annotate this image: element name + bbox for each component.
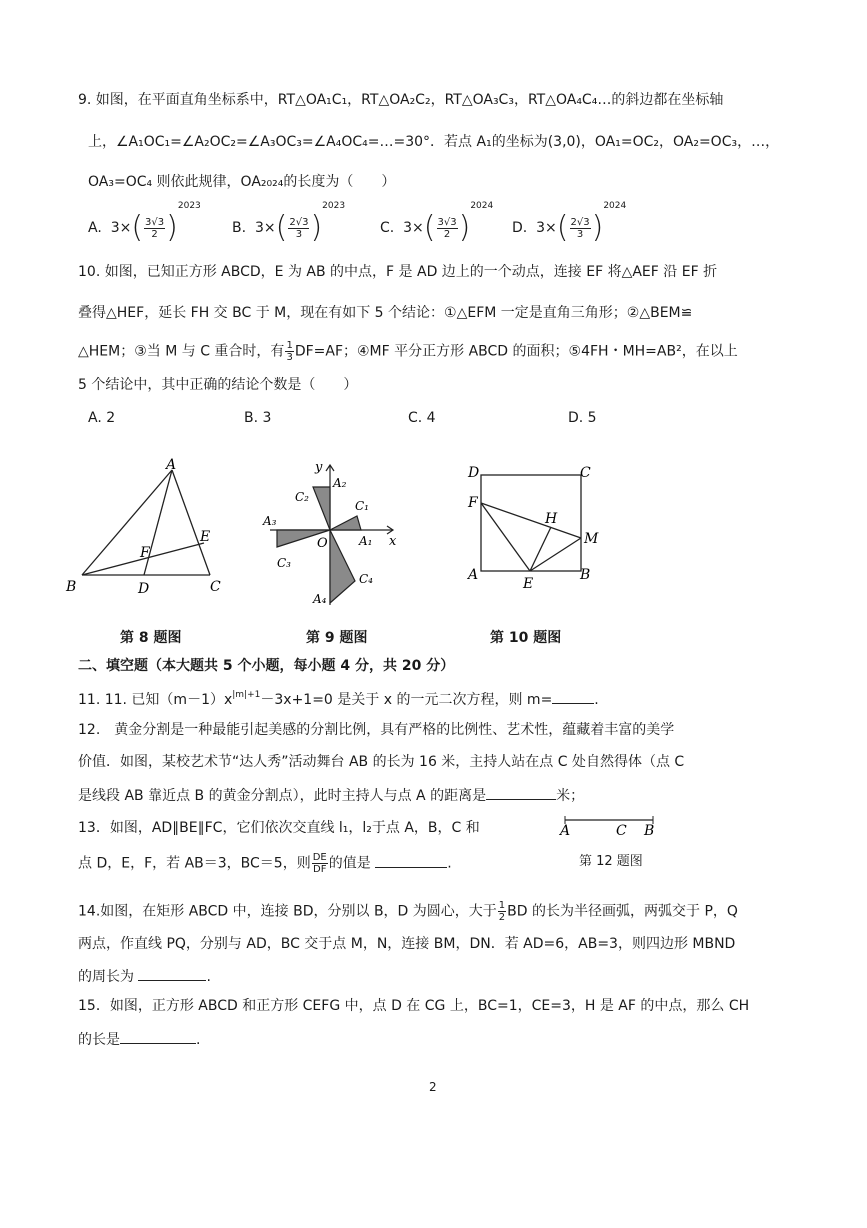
q12-line2: 价值．如图，某校艺术节“达人秀”活动舞台 AB 的长为 16 米，主持人站在点 C 处自然得体（点 C <box>78 754 685 770</box>
fig10-label-h: H <box>545 511 558 527</box>
q13-line2-text: 点 D，E，F，若 AB＝3，BC＝5，则 <box>78 855 311 872</box>
q13-line2 <box>78 852 452 875</box>
q11-text-part2: －3x+1=0 是关于 x 的一元二次方程，则 m= <box>260 692 553 708</box>
q13-line2-text2: 的值是 <box>328 855 371 872</box>
frac-den: 2 <box>443 228 451 240</box>
figure-10 <box>455 455 605 600</box>
frac-num: 3√3 <box>145 216 165 228</box>
q15-answer-blank[interactable] <box>120 1029 196 1044</box>
option-exponent: 2023 <box>322 201 346 211</box>
q10-option-d: D. 5 <box>568 410 597 426</box>
frac-den: 3 <box>576 228 584 240</box>
option-label: A. <box>88 220 102 236</box>
fig10-label-a: A <box>468 567 479 583</box>
frac-den: 2 <box>498 912 506 923</box>
frac-num: 1 <box>498 900 506 911</box>
figure-8 <box>60 455 235 600</box>
frac-num: 1 <box>286 340 293 351</box>
fig12-label-c: C <box>616 823 627 838</box>
q11-answer-blank[interactable] <box>552 689 594 704</box>
q14-line1-text: 14.如图，在矩形 ABCD 中，连接 BD，分别以 B，D 为圆心，大于 <box>78 903 497 920</box>
fig9-label-c3: C₃ <box>277 556 291 570</box>
fig9-label-a1: A₁ <box>359 534 373 548</box>
frac-den: 3 <box>286 352 293 363</box>
q11 <box>78 689 599 710</box>
q12-line3-end: 米； <box>556 788 585 804</box>
option-label: B. <box>232 220 247 236</box>
q10-line3 <box>78 340 738 363</box>
fig8-label-b: B <box>66 579 77 595</box>
q15-line2-text: 的长是 <box>78 1032 120 1048</box>
fig10-label-b: B <box>580 567 591 583</box>
fig12-label-b: B <box>644 823 655 838</box>
option-label: C. <box>380 220 395 236</box>
figure-9-caption: 第 9 题图 <box>306 630 368 646</box>
frac-num: 2√3 <box>289 216 309 228</box>
option-coef: 3× <box>403 220 424 236</box>
option-exponent: 2023 <box>177 201 201 211</box>
q15-line2 <box>78 1029 200 1050</box>
fig9-label-y: y <box>315 460 323 475</box>
section-2-heading: 二、填空题（本大题共 5 个小题，每小题 4 分，共 20 分） <box>78 658 455 674</box>
q12-answer-blank[interactable] <box>486 785 556 800</box>
q10-line3-part2: DF=AF；④MF 平分正方形 ABCD 的面积；⑤4FH・MH=AB²，在以上 <box>294 343 738 360</box>
fig10-label-e: E <box>523 576 534 592</box>
frac-num: 3√3 <box>437 216 457 228</box>
q9-option-d: D. 3× ( $\frac{2√3}{3}$ ) $^{2024}$ <box>512 201 627 245</box>
q11-text-end: . <box>594 692 599 708</box>
fig10-label-c: C <box>580 465 591 481</box>
fig9-label-a4: A₄ <box>313 592 327 606</box>
option-exponent: 2024 <box>470 201 494 211</box>
q15-line1: 15．如图，正方形 ABCD 和正方形 CEFG 中，点 D 在 CG 上，BC=1，CE=3，H 是 AF 的中点，那么 CH <box>78 998 750 1014</box>
fig12-label-a: A <box>560 823 571 838</box>
frac-den: 3 <box>295 228 303 240</box>
option-coef: 3× <box>110 220 132 236</box>
q9-line2: 上，∠A₁OC₁=∠A₂OC₂=∠A₃OC₃=∠A₄OC₄=…=30°．若点 A₁的坐标为(3,0)，OA₁=OC₂，OA₂=OC₃，…， <box>88 134 780 150</box>
figure-9 <box>255 455 405 615</box>
frac-num: DE <box>312 852 327 863</box>
q10-line2: 叠得△HEF，延长 FH 交 BC 于 M，现在有如下 5 个结论：①△EFM 一定是直角三角形；②△BEM≌ <box>78 305 693 321</box>
q14-line2: 两点，作直线 PQ，分别与 AD，BC 交于点 M，N，连接 BM，DN．若 AD=6，AB=3，则四边形 MBND <box>78 936 736 952</box>
frac-den: DF <box>313 864 327 875</box>
option-coef: 3× <box>536 220 557 236</box>
q12-line3-text: 是线段 AB 靠近点 B 的黄金分割点），此时主持人与点 A 的距离是 <box>78 788 487 804</box>
option-coef: 3× <box>254 220 276 236</box>
q13-line1: 13．如图，AD∥BE∥FC，它们依次交直线 l₁，l₂于点 A，B，C 和 <box>78 820 480 836</box>
q10-option-a: A. 2 <box>88 410 116 426</box>
q11-exponent: |m|+1 <box>232 690 261 700</box>
q14-line3-text: 的周长为 <box>78 969 134 985</box>
figure-10-caption: 第 10 题图 <box>490 630 562 646</box>
q10-line1: 10. 如图，已知正方形 ABCD，E 为 AB 的中点，F 是 AD 边上的一个动点，连接 EF 将△AEF 沿 EF 折 <box>78 264 718 280</box>
q14-line1 <box>78 900 738 923</box>
q9-line1: 9. 如图，在平面直角坐标系中，RT△OA₁C₁，RT△OA₂C₂，RT△OA₃C₃，RT△OA₄C₄…的斜边都在坐标轴 <box>78 92 724 108</box>
fig9-label-c1: C₁ <box>355 499 369 513</box>
fig10-label-d: D <box>468 465 480 481</box>
fig9-label-x: x <box>389 534 397 549</box>
fig10-label-f: F <box>468 495 478 511</box>
q9-option-a: A. 3× ( $\frac{3√3}{2}$ ) $^{2023}$ <box>88 201 201 245</box>
q10-option-b: B. 3 <box>244 410 272 426</box>
option-label: D. <box>512 220 528 236</box>
fig9-label-a2: A₂ <box>333 476 347 490</box>
fig8-label-e: E <box>200 529 211 545</box>
figure-12-caption: 第 12 题图 <box>579 854 643 869</box>
q9-line3: OA₃=OC₄ 则依此规律，OA₂₀₂₄的长度为（ ） <box>88 174 396 190</box>
page-number: 2 <box>429 1080 437 1094</box>
frac-num: 2√3 <box>570 216 590 228</box>
q11-text-part1: 11. 11. 已知（m－1）x <box>78 692 233 708</box>
fig8-label-f: F <box>140 545 150 561</box>
figure-8-caption: 第 8 题图 <box>120 630 182 646</box>
q13-line2-end: . <box>447 855 452 872</box>
q9-option-c: C. 3× ( $\frac{3√3}{2}$ ) $^{2024}$ <box>380 201 494 245</box>
q10-line3-part1: △HEM；③当 M 与 C 重合时，有 <box>78 343 285 360</box>
q10-option-c: C. 4 <box>408 410 436 426</box>
fig10-label-m: M <box>584 531 599 547</box>
fig9-label-c2: C₂ <box>295 490 309 504</box>
q14-line3-end: . <box>206 969 211 985</box>
fig8-label-c: C <box>210 579 221 595</box>
option-exponent: 2024 <box>603 201 627 211</box>
q12-line1: 12. 黄金分割是一种最能引起美感的分割比例，具有严格的比例性、艺术性，蕴藏着丰富的美学 <box>78 722 675 738</box>
q15-line2-end: . <box>196 1032 201 1048</box>
fig9-label-o: O <box>317 536 328 551</box>
q10-line4: 5 个结论中，其中正确的结论个数是（ ） <box>78 377 358 393</box>
q14-line3 <box>78 966 211 987</box>
fig8-label-a: A <box>166 457 177 473</box>
q14-line1-text2: BD 的长为半径画弧，两弧交于 P，Q <box>507 903 738 920</box>
q14-answer-blank[interactable] <box>138 966 206 981</box>
fig8-label-d: D <box>138 581 150 597</box>
figure-12 <box>556 808 668 838</box>
q9-option-b: B. 3× ( $\frac{2√3}{3}$ ) $^{2023}$ <box>232 201 346 245</box>
frac-den: 2 <box>151 228 158 240</box>
fig9-label-c4: C₄ <box>359 572 373 586</box>
q13-answer-blank[interactable] <box>375 853 447 868</box>
fig9-label-a3: A₃ <box>263 514 277 528</box>
q12-line3 <box>78 785 584 806</box>
